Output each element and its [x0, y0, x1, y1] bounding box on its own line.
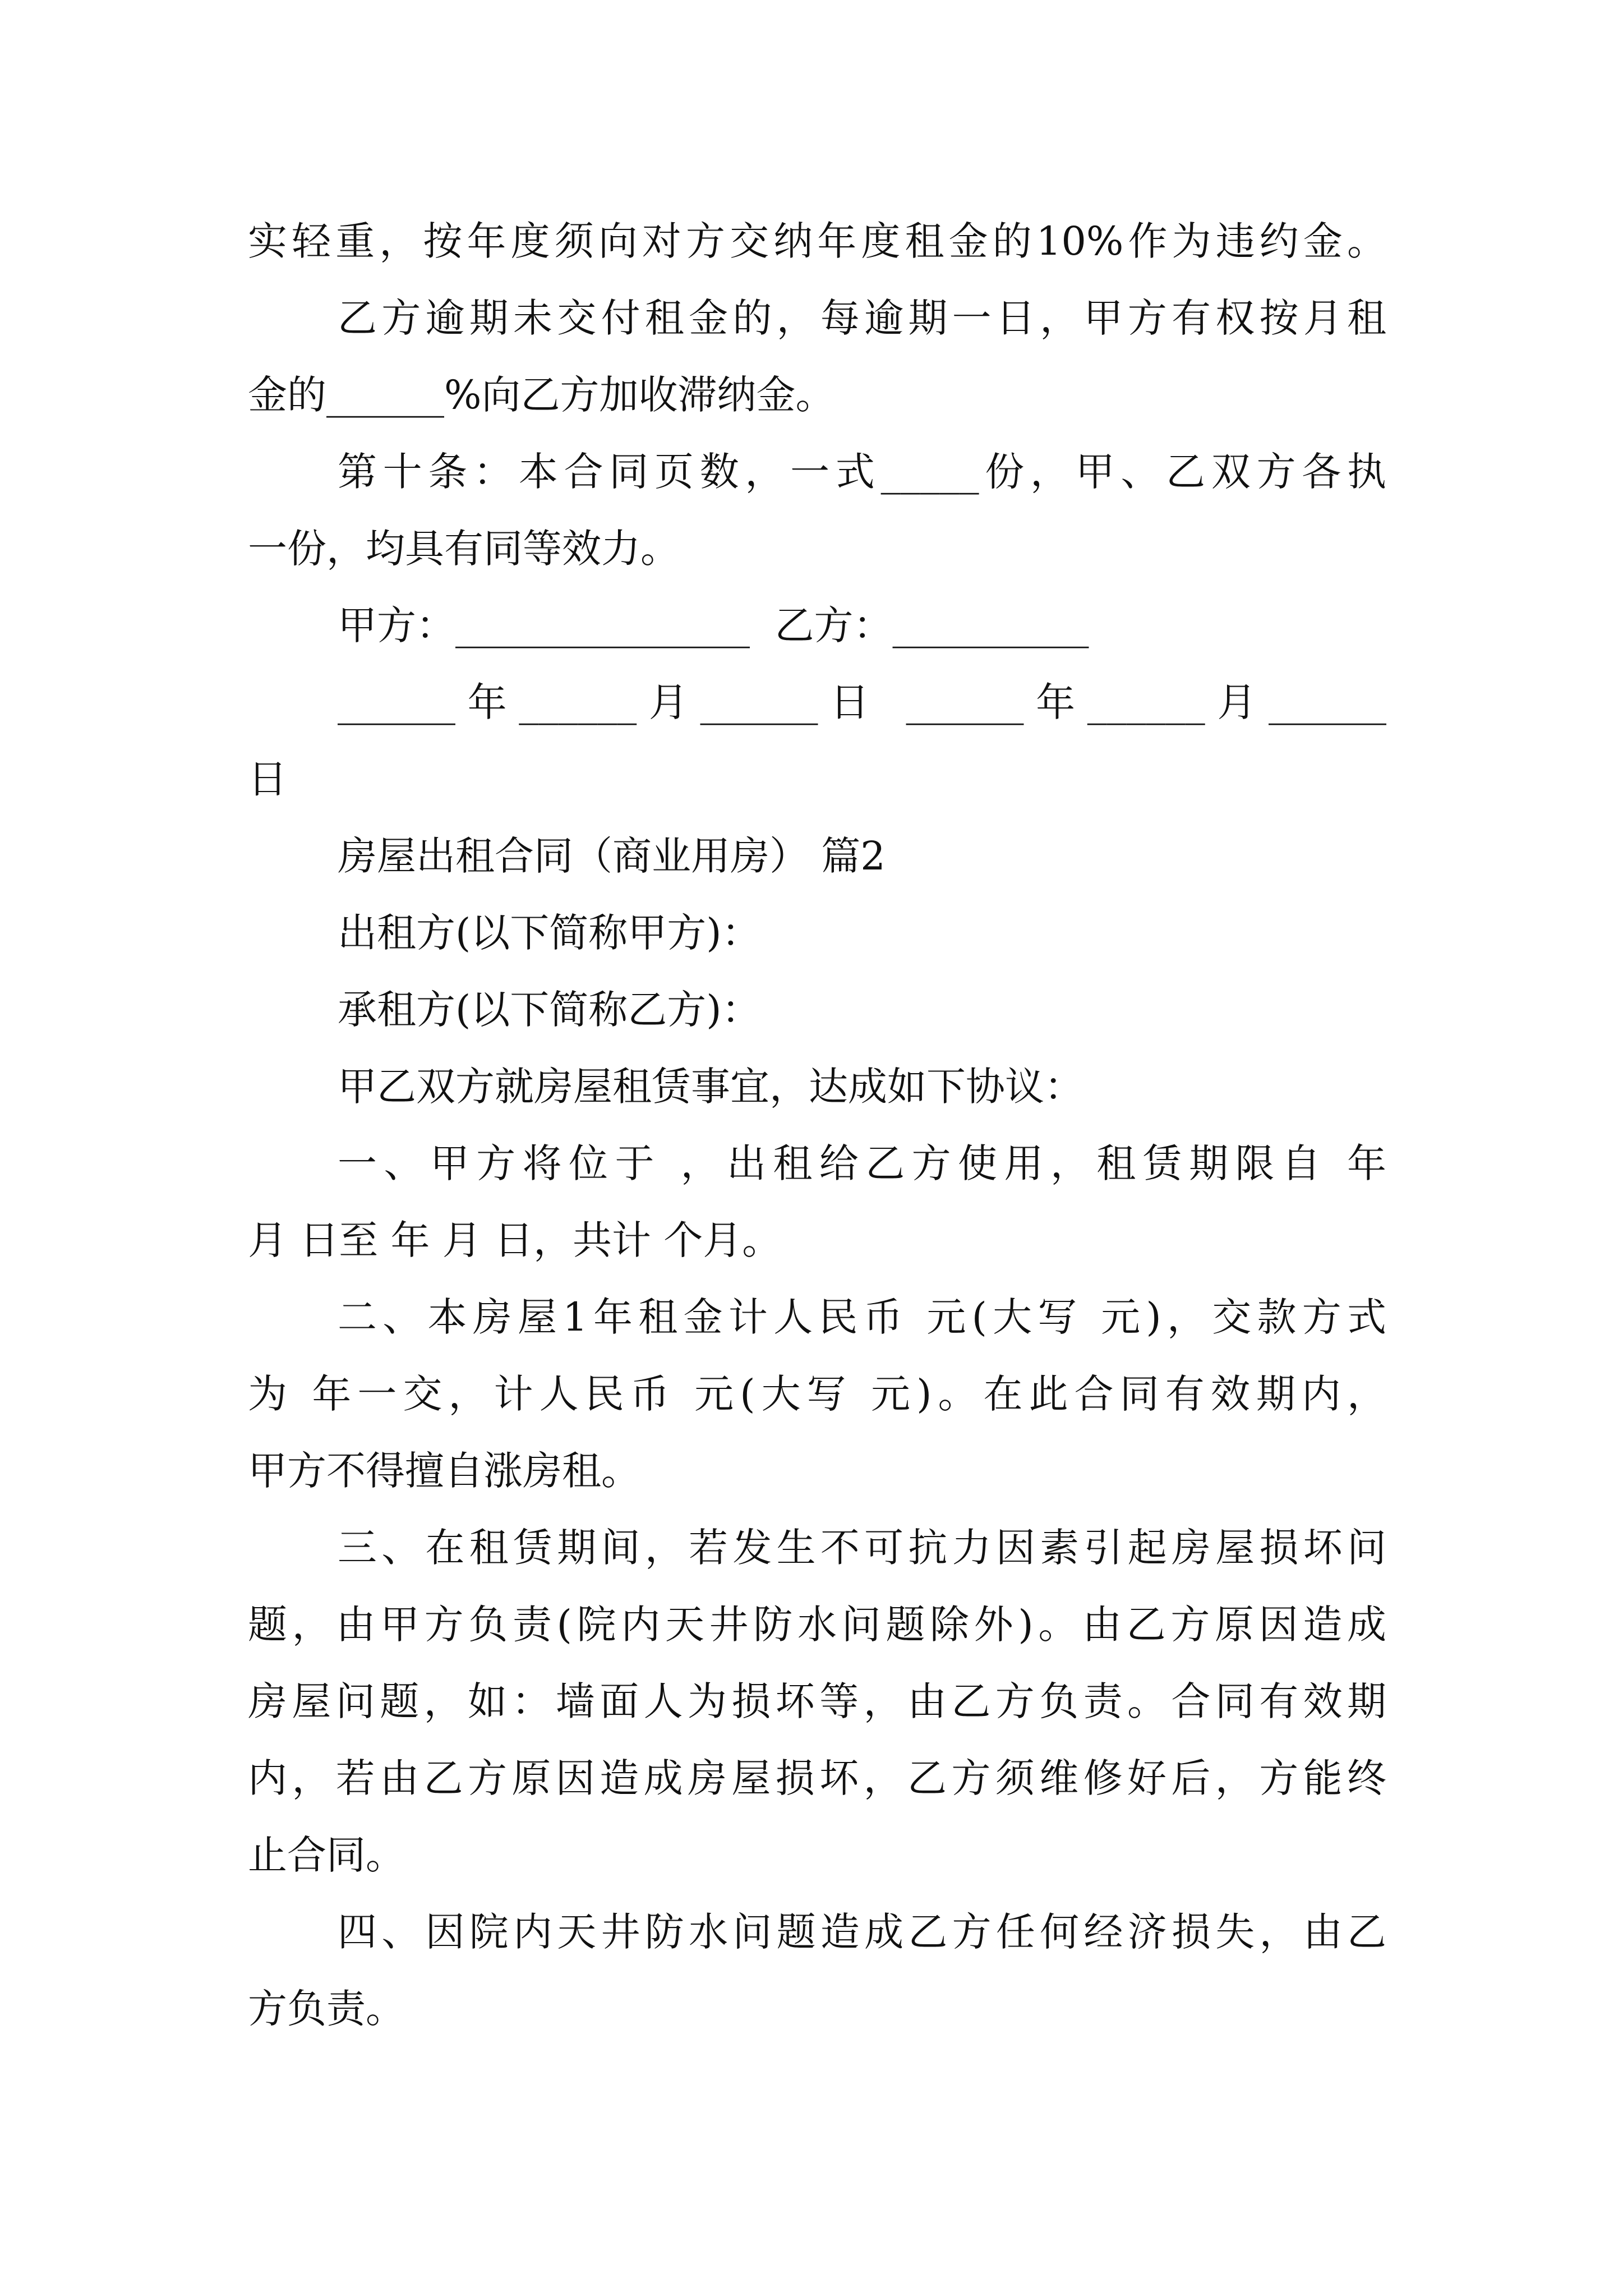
clause-3-line-1: 三、在租赁期间，若发生不可抗力因素引起房屋损坏问	[338, 1525, 1386, 1571]
clause-4-line-1: 四、因院内天井防水问题造成乙方任何经济损失，由乙	[338, 1909, 1386, 1955]
clause-3-line-2: 题，由甲方负责(院内天井防水问题除外)。由乙方原因造成	[248, 1602, 1386, 1648]
signature-line: 甲方：_______________ 乙方：__________	[338, 602, 1089, 648]
clause-1-line-2: 月 日至 年 月 日，共计 个月。	[248, 1217, 782, 1263]
clause-3-line-4: 内，若由乙方原因造成房屋损坏，乙方须维修好后，方能终	[248, 1755, 1386, 1801]
text-line-1: 实轻重，按年度须向对方交纳年度租金的10%作为违约金。	[248, 218, 1386, 264]
clause-2-line-3: 甲方不得擅自涨房租。	[248, 1448, 640, 1494]
section-title: 房屋出租合同（商业用房） 篇2	[338, 833, 886, 879]
text-line-2: 乙方逾期未交付租金的，每逾期一日，甲方有权按月租	[338, 295, 1386, 341]
clause-3-line-5: 止合同。	[248, 1832, 405, 1878]
text-line-5: 一份，均具有同等效力。	[248, 526, 680, 572]
text-line-3: 金的______%向乙方加收滞纳金。	[248, 372, 835, 418]
lessor-line: 出租方(以下简称甲方)：	[338, 910, 761, 956]
clause-3-line-3: 房屋问题，如：墙面人为损坏等，由乙方负责。合同有效期	[248, 1678, 1386, 1724]
clause-2-line-1: 二、本房屋1年租金计人民币 元(大写 元)，交款方式	[338, 1294, 1386, 1340]
agreement-intro: 甲乙双方就房屋租赁事宜，达成如下协议：	[338, 1064, 1083, 1110]
lessee-line: 承租方(以下简称乙方)：	[338, 987, 761, 1033]
date-line-end: 日	[248, 756, 287, 802]
date-line: ______年______月______日 ______年______月______	[338, 679, 1386, 725]
clause-2-line-2: 为 年一交，计人民币 元(大写 元)。在此合同有效期内，	[248, 1371, 1386, 1417]
clause-4-line-2: 方负责。	[248, 1986, 405, 2032]
clause-1-line-1: 一、甲方将位于 ，出租给乙方使用，租赁期限自 年	[338, 1140, 1386, 1186]
text-line-4: 第十条：本合同页数，一式_____份，甲、乙双方各执	[338, 449, 1386, 495]
